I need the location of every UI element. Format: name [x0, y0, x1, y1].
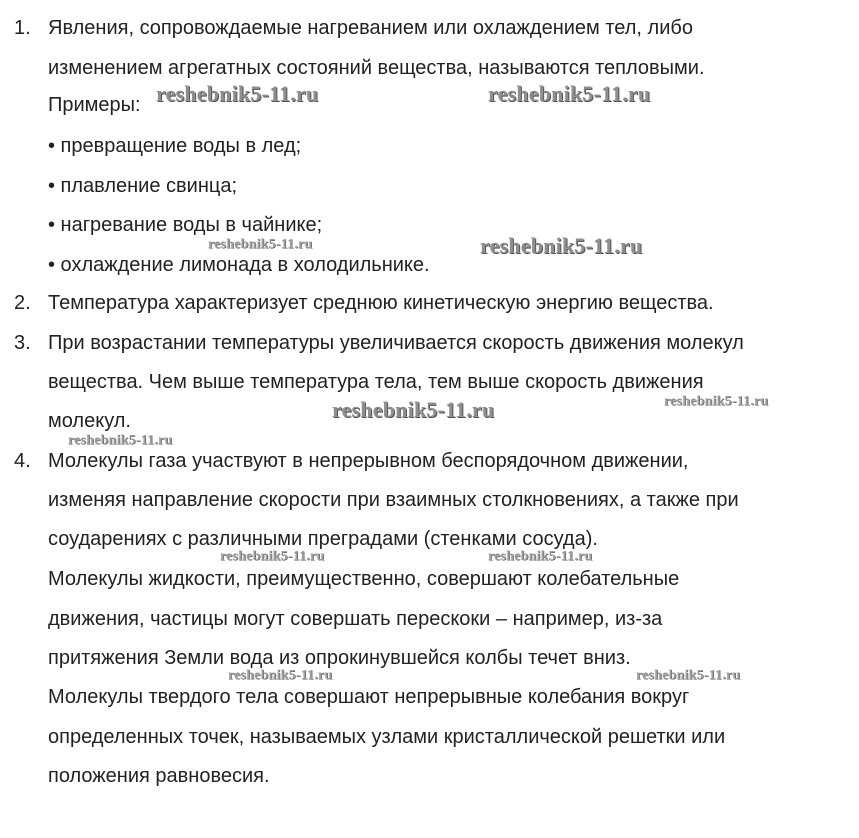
- item-3-line-3: молекул.: [48, 410, 131, 432]
- item-2-number: 2.: [14, 292, 31, 314]
- watermark: reshebnik5-11.ru: [488, 549, 593, 564]
- watermark: reshebnik5-11.ru: [664, 394, 769, 409]
- item-1-bullet-2: • плавление свинца;: [48, 175, 238, 197]
- watermark: reshebnik5-11.ru: [332, 397, 495, 422]
- item-1-bullet-1: • превращение воды в лед;: [48, 135, 302, 157]
- item-3-line-1: При возрастании температуры увеличивается скорость движения молекул: [48, 332, 744, 354]
- item-4-line-4: Молекулы жидкости, преимущественно, совершают колебательные: [48, 568, 680, 590]
- item-4-line-2: изменяя направление скорости при взаимных столкновениях, а также при: [48, 489, 739, 511]
- watermark: reshebnik5-11.ru: [220, 549, 325, 564]
- item-4-number: 4.: [14, 450, 31, 472]
- item-4-line-7: Молекулы твердого тела совершают непрерывные колебания вокруг: [48, 686, 690, 708]
- item-1-line-2: изменением агрегатных состояний вещества, называются тепловыми.: [48, 57, 705, 79]
- item-4-line-5: движения, частицы могут совершать перескоки – например, из-за: [48, 608, 663, 630]
- item-3-number: 3.: [14, 332, 31, 354]
- item-2-line-1: Температура характеризует среднюю кинетическую энергию вещества.: [48, 292, 714, 314]
- item-4-line-9: положения равновесия.: [48, 765, 270, 787]
- item-1-bullet-4: • охлаждение лимонада в холодильнике.: [48, 254, 430, 276]
- item-3-line-2: вещества. Чем выше температура тела, тем выше скорость движения: [48, 371, 704, 393]
- item-4-line-6: притяжения Земли вода из опрокинувшейся колбы течет вниз.: [48, 647, 631, 669]
- watermark: reshebnik5-11.ru: [68, 433, 173, 448]
- item-4-line-3: соударениях с различными преградами (стенками сосуда).: [48, 528, 598, 550]
- watermark: reshebnik5-11.ru: [488, 81, 651, 106]
- watermark: reshebnik5-11.ru: [480, 233, 643, 258]
- item-4-line-1: Молекулы газа участвуют в непрерывном беспорядочном движении,: [48, 450, 689, 472]
- item-1-line-1: Явления, сопровождаемые нагреванием или охлаждением тел, либо: [48, 17, 693, 39]
- watermark: reshebnik5-11.ru: [208, 237, 313, 252]
- watermark: reshebnik5-11.ru: [228, 668, 333, 683]
- item-4-line-8: определенных точек, называемых узлами кристаллической решетки или: [48, 726, 726, 748]
- watermark: reshebnik5-11.ru: [636, 668, 741, 683]
- item-1-number: 1.: [14, 17, 31, 39]
- item-1-bullet-3: • нагревание воды в чайнике;: [48, 214, 323, 236]
- watermark: reshebnik5-11.ru: [156, 81, 319, 106]
- item-1-line-3: Примеры:: [48, 94, 141, 116]
